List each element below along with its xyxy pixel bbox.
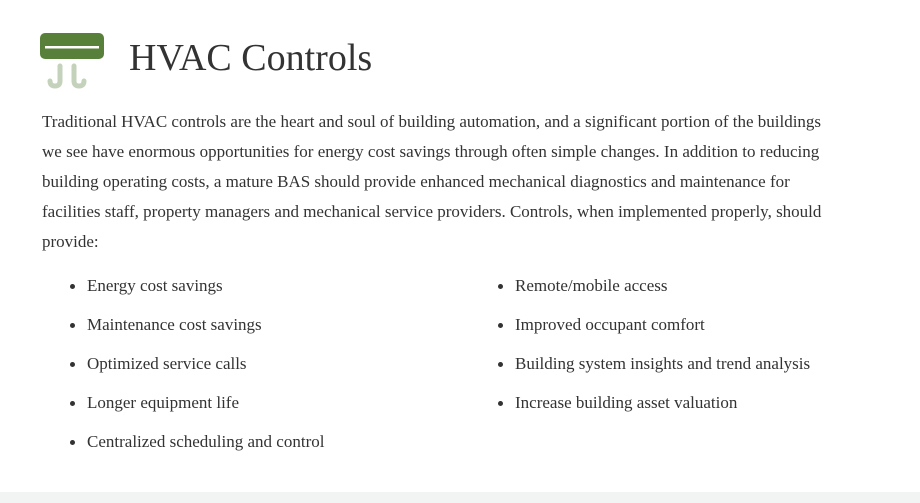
benefits-column-left	[42, 271, 470, 466]
list-item: Increase building asset valuation	[470, 388, 870, 427]
list-item: Maintenance cost savings	[42, 310, 470, 349]
list-item: Improved occupant comfort	[470, 310, 870, 349]
list-item: Energy cost savings	[42, 271, 470, 310]
list-item: Optimized service calls	[42, 349, 470, 388]
list-item: Centralized scheduling and control	[42, 427, 470, 466]
benefits-list	[42, 271, 882, 466]
page-title: HVAC Controls	[129, 37, 373, 79]
intro-paragraph: Traditional HVAC controls are the heart and soul of building automation, and a significant portion of the buildings we see have enormous opportunities for energy cost savings through often simple changes. In addition to reducing building operating costs, a mature BAS should provide enhanced mechanical diagnostics and maintenance for facilities staff, property managers and mechanical service providers. Controls, when implemented properly, should provide:	[42, 112, 822, 251]
section-header	[40, 33, 372, 91]
footer-band	[0, 492, 920, 503]
benefits-column-right	[470, 271, 870, 466]
hvac-unit-icon	[40, 33, 104, 91]
list-item: Longer equipment life	[42, 388, 470, 427]
list-item: Remote/mobile access	[470, 271, 870, 310]
list-item: Building system insights and trend analysis	[470, 349, 870, 388]
